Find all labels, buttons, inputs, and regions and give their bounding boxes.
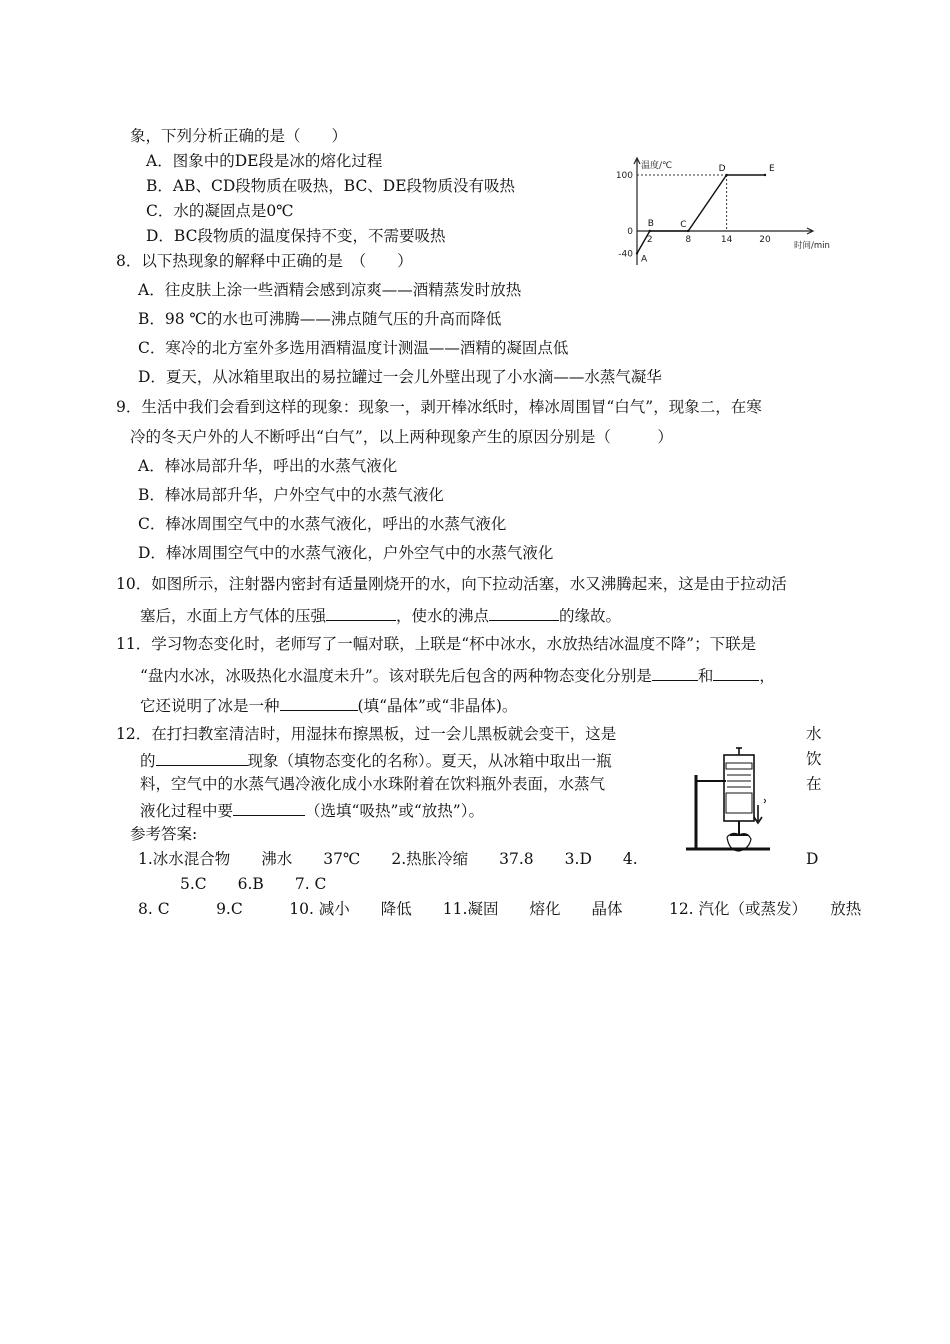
point-label-c: C	[680, 220, 687, 230]
answers-row-2: 5.C 6.B 7. C	[180, 875, 327, 893]
q8-option-a: A．往皮肤上涂一些酒精会感到凉爽——酒精蒸发时放热	[138, 281, 522, 299]
temperature-time-chart	[612, 155, 844, 267]
q9-option-a: A．棒冰局部升华，呼出的水蒸气液化	[138, 457, 398, 475]
q11-blank-change-2[interactable]	[713, 664, 759, 681]
q7-option-b: B．AB、CD段物质在吸热，BC、DE段物质没有吸热	[146, 177, 516, 195]
q12-blank-state-change[interactable]	[156, 749, 248, 766]
q10-line1: 10．如图所示，注射器内密封有适量刚烧开的水，向下拉动活塞，水又沸腾起来，这是由于拉动活	[116, 575, 787, 593]
answers-row-3: 8. C 9.C 10. 减小 降低 11.凝固 熔化 晶体 12. 汽化（或蒸发） 放热	[138, 900, 862, 918]
q12-text-d: （选填“吸热”或“放热”）。	[305, 802, 484, 820]
q7-option-a: A．图象中的DE段是冰的熔化过程	[146, 152, 383, 170]
q12-line4	[140, 799, 484, 821]
q10-line2	[140, 604, 621, 626]
q10-blank-boiling-point[interactable]	[489, 604, 559, 621]
point-label-d: D	[718, 164, 726, 174]
q12-line1: 12．在打扫教室清洁时，用湿抹布擦黑板，过一会儿黑板就会变干，这是	[116, 725, 617, 743]
q8-option-b: B．98 ℃的水也可沸腾——沸点随气压的升高而降低	[138, 310, 502, 328]
y-axis-label: 温度/℃	[641, 161, 673, 171]
answers-row-1-right: D	[806, 850, 819, 868]
q7-option-c: C．水的凝固点是0℃	[146, 202, 294, 220]
data-point	[725, 174, 727, 176]
q12-line3-right: 在	[806, 775, 822, 793]
q11-line2	[140, 664, 775, 686]
q11-text-e: (填“晶体”或“非晶体)。	[357, 697, 518, 715]
q7-option-d: D．BC段物质的温度保持不变，不需要吸热	[146, 227, 446, 245]
q10-text-a: 塞后，水面上方气体的压强	[140, 607, 327, 625]
q7-stem: 象，下列分析正确的是（ ）	[130, 127, 348, 145]
q12-blank-heat[interactable]	[233, 799, 305, 816]
q11-text-b: 和	[697, 667, 714, 685]
x-tick-label: 14	[720, 235, 733, 245]
q9-option-c: C．棒冰周围空气中的水蒸气液化，呼出的水蒸气液化	[138, 515, 507, 533]
data-point	[764, 174, 766, 176]
temperature-line	[637, 175, 765, 253]
syringe-apparatus-figure	[682, 745, 772, 853]
y-tick-label: 100	[615, 171, 633, 181]
q9-stem-line2: 冷的冬天户外的人不断呼出“白气”，以上两种现象产生的原因分别是（ ）	[130, 428, 673, 446]
q11-blank-change-1[interactable]	[652, 664, 698, 681]
q12-text-a: 的	[140, 752, 156, 770]
q12-text-b: 现象（填物态变化的名称）。夏天，从冰箱中取出一瓶	[247, 752, 612, 770]
q12-line1-right: 水	[806, 725, 822, 743]
x-axis-label: 时间/min	[794, 241, 830, 251]
q12-line2-right: 饮	[806, 750, 822, 768]
x-tick-label: 20	[759, 235, 771, 245]
q11-text-a: “盘内水冰，冰吸热化水温度未升”。该对联先后包含的两种物态变化分别是	[140, 667, 652, 685]
q8-option-d: D．夏天，从冰箱里取出的易拉罐过一会儿外壁出现了小水滴——水蒸气凝华	[138, 368, 662, 386]
q9-option-d: D．棒冰周围空气中的水蒸气液化，户外空气中的水蒸气液化	[138, 544, 554, 562]
answers-row-1: 1.冰水混合物 沸水 37℃ 2.热胀冷缩 37.8 3.D 4.	[138, 850, 638, 868]
data-point	[649, 230, 651, 232]
x-tick-label: 2	[646, 235, 653, 245]
data-point	[636, 252, 638, 254]
q12-line3: 料，空气中的水蒸气遇冷液化成小水珠附着在饮料瓶外表面，水蒸气	[140, 775, 606, 793]
q10-text-b: ，使水的沸点	[396, 607, 490, 625]
point-label-b: B	[647, 219, 654, 229]
q11-text-c: ，	[759, 667, 775, 685]
y-tick-label: -40	[618, 249, 633, 260]
q11-line1: 11．学习物态变化时，老师写了一幅对联，上联是“杯中冰水，水放热结冰温度不降”；下联是	[116, 635, 757, 653]
q9-stem-line1: 9．生活中我们会看到这样的现象：现象一，剥开棒冰纸时，棒冰周围冒“白气”，现象二，在寒	[116, 398, 762, 416]
q11-blank-crystal[interactable]	[280, 694, 358, 711]
q12-text-c: 液化过程中要	[140, 802, 234, 820]
data-point	[687, 230, 689, 232]
q8-stem: 8．以下热现象的解释中正确的是 （ ）	[116, 252, 413, 270]
point-label-a: A	[641, 254, 648, 265]
answers-title: 参考答案:	[130, 825, 198, 843]
point-label-e: E	[769, 164, 775, 174]
q8-option-c: C．寒冷的北方室外多选用酒精温度计测温——酒精的凝固点低	[138, 339, 569, 357]
y-tick-label: 0	[627, 227, 633, 237]
x-tick-label: 8	[685, 235, 692, 245]
q10-blank-pressure[interactable]	[326, 604, 396, 621]
q10-text-c: 的缘故。	[559, 607, 622, 625]
q9-option-b: B．棒冰局部升华，户外空气中的水蒸气液化	[138, 486, 444, 504]
q12-line2	[140, 749, 612, 771]
q11-line3	[140, 694, 517, 716]
q11-text-d: 它还说明了冰是一种	[140, 697, 280, 715]
